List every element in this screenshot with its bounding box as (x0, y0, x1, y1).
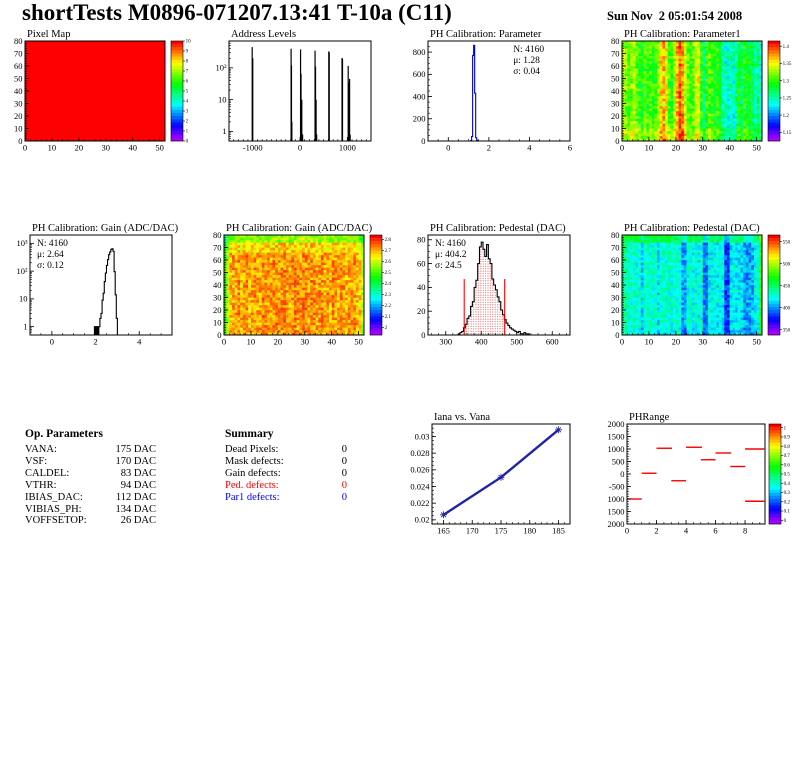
svg-text:30: 30 (213, 292, 222, 303)
svg-text:N: 4160: N: 4160 (513, 45, 545, 55)
svg-text:0: 0 (49, 336, 54, 347)
svg-text:50: 50 (155, 142, 164, 153)
svg-text:400: 400 (474, 336, 488, 347)
address-levels-plot (199, 28, 398, 164)
pedestal-hist-panel (398, 222, 597, 358)
svg-text:40: 40 (128, 142, 137, 153)
svg-text:1.35: 1.35 (782, 62, 792, 68)
param-row: VANA: 175 DAC (25, 444, 156, 455)
svg-text:2.7: 2.7 (384, 249, 391, 255)
op-parameters-block (25, 428, 156, 527)
svg-text:10²: 10² (215, 62, 227, 73)
svg-text:2: 2 (486, 142, 491, 153)
svg-text:1.4: 1.4 (782, 44, 789, 50)
pixel-map-title: Pixel Map (27, 29, 71, 40)
svg-text:0: 0 (217, 329, 222, 340)
svg-text:200: 200 (412, 113, 426, 124)
svg-text:30: 30 (101, 142, 111, 153)
svg-text:60: 60 (417, 258, 426, 269)
phrange-plot (597, 411, 796, 547)
pixel-map-panel (0, 28, 199, 164)
svg-text:80: 80 (14, 35, 23, 46)
svg-text:400: 400 (412, 91, 426, 102)
ph-parameter-plot (398, 28, 597, 164)
iana-vana-plot (398, 411, 597, 547)
pedestal-map-title: PH Calibration: Pedestal (DAC) (624, 223, 760, 234)
param-row: IBIAS_DAC: 112 DAC (25, 491, 156, 503)
phrange-panel (597, 411, 796, 547)
pedestal-hist-title: PH Calibration: Pedestal (DAC) (430, 223, 566, 234)
svg-text:40: 40 (725, 142, 734, 153)
svg-text:70: 70 (213, 242, 222, 253)
svg-text:40: 40 (213, 279, 222, 290)
param-row: VOFFSETOP: 26 DAC (25, 515, 156, 527)
svg-text:6: 6 (567, 142, 573, 153)
svg-text:0: 0 (615, 135, 620, 146)
page-title: shortTests M0896-071207.13:41 T-10a (C11) (22, 0, 452, 25)
pixel-map-plot (0, 28, 199, 164)
summary-block (225, 428, 347, 504)
svg-text:1: 1 (222, 126, 227, 137)
svg-text:10: 10 (246, 336, 256, 347)
svg-text:1: 1 (23, 321, 28, 332)
summary-title: Summary (225, 428, 274, 440)
svg-text:50: 50 (752, 142, 761, 153)
svg-text:40: 40 (611, 85, 620, 96)
svg-text:8: 8 (185, 59, 189, 65)
svg-text:20: 20 (14, 110, 23, 121)
svg-text:0: 0 (22, 142, 28, 153)
ph-parameter1-map-title: PH Calibration: Parameter1 (624, 29, 741, 40)
param-row: CALDEL: 83 DAC (25, 467, 156, 479)
svg-text:20: 20 (671, 142, 681, 153)
svg-text:10: 10 (14, 123, 23, 134)
svg-text:20: 20 (213, 304, 222, 315)
svg-text:0: 0 (421, 329, 426, 340)
svg-text:σ: 0.12: σ: 0.12 (37, 261, 64, 271)
summary-row: Par1 defects: 0 (225, 491, 347, 503)
svg-text:30: 30 (698, 142, 708, 153)
phrange-title: PHRange (629, 412, 670, 423)
summary-row: Dead Pixels: 0 (225, 444, 347, 455)
svg-text:60: 60 (611, 60, 620, 71)
summary-row: Mask defects: 0 (225, 455, 347, 467)
svg-text:800: 800 (412, 46, 426, 57)
svg-text:10: 10 (19, 293, 28, 304)
svg-text:20: 20 (273, 336, 283, 347)
svg-text:1.2: 1.2 (782, 113, 789, 119)
svg-text:70: 70 (14, 48, 23, 59)
svg-text:40: 40 (14, 85, 23, 96)
svg-text:10³: 10³ (16, 238, 28, 249)
svg-text:0: 0 (421, 135, 426, 146)
svg-text:μ: 1.28: μ: 1.28 (513, 56, 540, 66)
gain-hist-title: PH Calibration: Gain (ADC/DAC) (32, 223, 179, 234)
svg-text:600: 600 (545, 336, 559, 347)
svg-text:1000: 1000 (338, 142, 356, 153)
svg-text:μ: 2.64: μ: 2.64 (37, 250, 64, 260)
ph-parameter1-map-panel (597, 28, 796, 164)
svg-text:2.2: 2.2 (384, 304, 391, 310)
ph-parameter-panel (398, 28, 597, 164)
svg-text:6: 6 (185, 79, 189, 85)
svg-text:-1000: -1000 (242, 142, 263, 153)
svg-text:9: 9 (185, 49, 189, 55)
svg-text:80: 80 (417, 234, 426, 245)
pedestal-hist-plot (398, 222, 597, 358)
svg-text:0: 0 (185, 139, 189, 145)
svg-text:40: 40 (327, 336, 336, 347)
svg-text:500: 500 (510, 336, 524, 347)
svg-text:2.6: 2.6 (384, 260, 391, 266)
svg-text:N: 4160: N: 4160 (37, 239, 68, 249)
svg-text:10: 10 (218, 94, 227, 105)
op-parameters-rows (25, 444, 156, 527)
svg-text:4: 4 (527, 142, 532, 153)
svg-text:2: 2 (185, 119, 189, 125)
svg-text:300: 300 (439, 336, 453, 347)
svg-text:μ: 404.2: μ: 404.2 (435, 250, 467, 260)
svg-text:2.4: 2.4 (384, 282, 391, 288)
svg-text:60: 60 (14, 60, 23, 71)
svg-text:N: 4160: N: 4160 (435, 239, 466, 249)
svg-text:4: 4 (185, 99, 189, 105)
svg-text:7: 7 (185, 69, 189, 75)
summary-row: Gain defects: 0 (225, 467, 347, 479)
address-levels-panel (199, 28, 398, 164)
svg-text:600: 600 (412, 69, 426, 80)
svg-text:1.3: 1.3 (782, 79, 789, 85)
svg-text:20: 20 (417, 305, 426, 316)
gain-hist-panel (0, 222, 199, 358)
summary-row: Ped. defects: 0 (225, 479, 347, 491)
svg-text:0: 0 (297, 142, 303, 153)
svg-text:10: 10 (213, 317, 222, 328)
svg-text:2: 2 (93, 336, 98, 347)
svg-text:20: 20 (74, 142, 84, 153)
svg-text:0: 0 (619, 142, 625, 153)
svg-text:1.15: 1.15 (782, 131, 792, 137)
svg-text:0: 0 (221, 336, 227, 347)
svg-text:σ: 24.5: σ: 24.5 (435, 261, 462, 271)
svg-text:10: 10 (185, 39, 191, 45)
param-row: VIBIAS_PH: 134 DAC (25, 503, 156, 515)
pedestal-map-plot (597, 222, 796, 358)
svg-text:0: 0 (18, 135, 23, 146)
svg-text:σ: 0.04: σ: 0.04 (513, 67, 540, 77)
svg-text:10: 10 (644, 142, 654, 153)
svg-text:40: 40 (417, 282, 426, 293)
svg-text:2.1: 2.1 (384, 315, 391, 321)
svg-text:20: 20 (611, 110, 620, 121)
svg-text:10: 10 (47, 142, 57, 153)
svg-text:2.5: 2.5 (384, 271, 391, 277)
svg-text:30: 30 (611, 98, 620, 109)
param-row: VTHR: 94 DAC (25, 479, 156, 491)
svg-text:5: 5 (185, 89, 189, 95)
svg-text:50: 50 (354, 336, 363, 347)
op-parameters-title: Op. Parameters (25, 428, 103, 440)
svg-text:50: 50 (611, 73, 620, 84)
svg-text:70: 70 (611, 48, 620, 59)
svg-text:1.25: 1.25 (782, 96, 792, 102)
svg-text:2.8: 2.8 (384, 238, 391, 244)
svg-text:60: 60 (213, 254, 222, 265)
svg-text:10²: 10² (16, 265, 28, 276)
svg-text:10: 10 (611, 123, 620, 134)
gain-hist-plot (0, 222, 199, 358)
ph-parameter-title: PH Calibration: Parameter (430, 29, 542, 40)
ph-parameter1-map-plot (597, 28, 796, 164)
param-row: VSF: 170 DAC (25, 455, 156, 467)
svg-text:0: 0 (446, 142, 451, 153)
address-levels-title: Address Levels (231, 29, 297, 40)
svg-text:80: 80 (213, 229, 222, 240)
svg-text:1: 1 (185, 129, 189, 135)
svg-text:2: 2 (384, 326, 388, 332)
svg-text:80: 80 (611, 35, 620, 46)
iana-vana-panel (398, 411, 597, 547)
timestamp: Sun Nov 2 05:01:54 2008 (607, 9, 743, 23)
gain-map-plot (199, 222, 398, 358)
svg-text:2.3: 2.3 (384, 293, 391, 299)
summary-rows (225, 444, 347, 504)
iana-vana-title: Iana vs. Vana (434, 412, 491, 423)
svg-text:4: 4 (137, 336, 142, 347)
gain-map-title: PH Calibration: Gain (ADC/DAC) (226, 223, 373, 234)
pedestal-map-panel (597, 222, 796, 358)
svg-text:50: 50 (14, 73, 23, 84)
svg-text:30: 30 (300, 336, 310, 347)
gain-map-panel (199, 222, 398, 358)
svg-text:50: 50 (213, 267, 222, 278)
svg-text:3: 3 (185, 109, 189, 115)
svg-text:30: 30 (14, 98, 23, 109)
